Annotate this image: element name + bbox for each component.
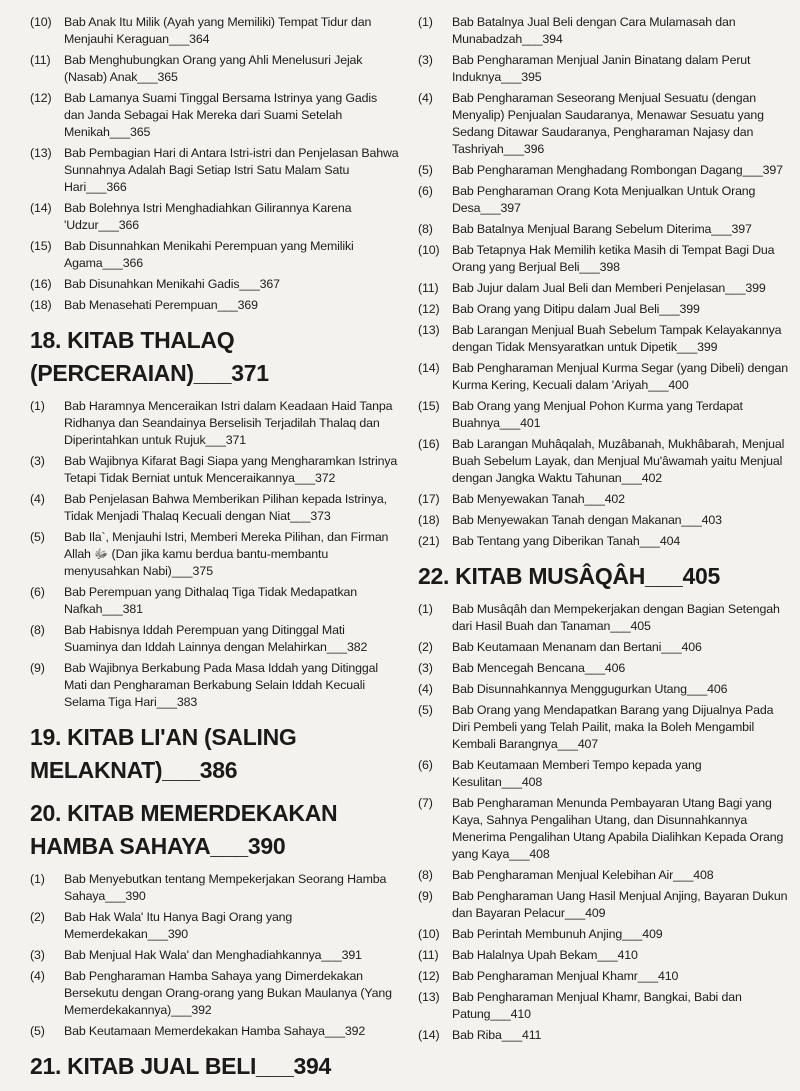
toc-entry bbox=[418, 926, 790, 943]
toc-entry bbox=[418, 360, 790, 394]
toc-entry bbox=[418, 221, 790, 238]
chapter-heading: 21. KITAB JUAL BELI___394 bbox=[30, 1053, 331, 1079]
toc-entry bbox=[30, 14, 400, 48]
right-column bbox=[418, 14, 790, 1048]
toc-entry bbox=[30, 398, 400, 449]
entry-title: Bab Pengharaman Menjual Khamr, Bangkai, Babi dan Patung___410 bbox=[452, 990, 742, 1021]
toc-entry bbox=[30, 90, 400, 141]
entry-number: (18) bbox=[418, 513, 440, 527]
toc-entry bbox=[30, 871, 400, 905]
entry-number: (16) bbox=[30, 277, 52, 291]
entry-number: (3) bbox=[30, 948, 45, 962]
entry-number: (13) bbox=[418, 323, 440, 337]
toc-entry bbox=[418, 702, 790, 753]
entry-title: Bab Ila`, Menjauhi Istri, Memberi Mereka Pilihan, dan Firman Allah ﷻ (Dan jika kamu berdua bantu-membantu menyusahkan Nabi)___375 bbox=[64, 530, 389, 578]
entry-number: (15) bbox=[30, 239, 52, 253]
entry-title: Bab Larangan Muhâqalah, Muzâbanah, Mukhâbarah, Menjual Buah Sebelum Layak, dan Menjual Mu'âwamah yaitu Menjual dengan Jangka Waktu Tahunan___402 bbox=[452, 437, 785, 485]
toc-entry bbox=[30, 584, 400, 618]
entry-title: Bab Wajibnya Kifarat Bagi Siapa yang Mengharamkan Istrinya Tetapi Tidak Berniat untuk Menceraikannya___372 bbox=[64, 454, 398, 485]
entry-number: (12) bbox=[418, 969, 440, 983]
left-column bbox=[30, 14, 400, 1091]
entry-title: Bab Menghubungkan Orang yang Ahli Menelusuri Jejak (Nasab) Anak___365 bbox=[64, 53, 363, 84]
toc-entry bbox=[418, 280, 790, 297]
entry-title: Bab Mencegah Bencana___406 bbox=[452, 661, 626, 675]
toc-entry bbox=[418, 660, 790, 677]
entry-title: Bab Pengharaman Menjual Janin Binatang dalam Perut Induknya___395 bbox=[452, 53, 751, 84]
toc-entry bbox=[30, 660, 400, 711]
entry-number: (10) bbox=[418, 927, 440, 941]
entry-title: Bab Disunnahkan Menikahi Perempuan yang Memiliki Agama___366 bbox=[64, 239, 354, 270]
toc-entry bbox=[30, 52, 400, 86]
entry-number: (11) bbox=[418, 281, 439, 295]
entry-title: Bab Bolehnya Istri Menghadiahkan Gilirannya Karena 'Udzur___366 bbox=[64, 201, 352, 232]
toc-entry bbox=[30, 491, 400, 525]
entry-number: (14) bbox=[30, 201, 52, 215]
entry-title: Bab Keutamaan Memerdekakan Hamba Sahaya___392 bbox=[64, 1024, 366, 1038]
entry-number: (12) bbox=[418, 302, 440, 316]
chapter-heading: 19. KITAB LI'AN (SALING MELAKNAT)___386 bbox=[30, 724, 297, 783]
entry-title: Bab Larangan Menjual Buah Sebelum Tampak Kelayakannya dengan Tidak Mensyaratkan untuk Dipetik___399 bbox=[452, 323, 782, 354]
chapter-heading: 22. KITAB MUSÂQÂH___405 bbox=[418, 563, 720, 589]
toc-entry bbox=[418, 795, 790, 863]
entry-number: (6) bbox=[418, 184, 433, 198]
entry-number: (14) bbox=[418, 361, 440, 375]
toc-entry bbox=[418, 757, 790, 791]
toc-entry bbox=[30, 968, 400, 1019]
entry-number: (8) bbox=[30, 623, 45, 637]
toc-entry bbox=[418, 90, 790, 158]
entry-number: (13) bbox=[30, 146, 52, 160]
entry-number: (10) bbox=[418, 243, 440, 257]
toc-entry bbox=[418, 601, 790, 635]
entry-title: Bab Penjelasan Bahwa Memberikan Pilihan kepada Istrinya, Tidak Menjadi Thalaq Kecuali dengan Niat___373 bbox=[64, 492, 387, 523]
entry-number: (21) bbox=[418, 534, 440, 548]
entry-title: Bab Menyebutkan tentang Mempekerjakan Seorang Hamba Sahaya___390 bbox=[64, 872, 387, 903]
entry-title: Bab Perempuan yang Dithalaq Tiga Tidak Medapatkan Nafkah___381 bbox=[64, 585, 357, 616]
entry-number: (18) bbox=[30, 298, 52, 312]
toc-entry bbox=[30, 238, 400, 272]
toc-entry bbox=[418, 533, 790, 550]
entry-number: (8) bbox=[418, 222, 433, 236]
entry-number: (6) bbox=[30, 585, 45, 599]
entry-number: (9) bbox=[30, 661, 45, 675]
toc-entry bbox=[30, 200, 400, 234]
toc-entry bbox=[30, 947, 400, 964]
entry-title: Bab Pengharaman Menjual Khamr___410 bbox=[452, 969, 679, 983]
entry-number: (6) bbox=[418, 758, 433, 772]
entry-title: Bab Orang yang Menjual Pohon Kurma yang Terdapat Buahnya___401 bbox=[452, 399, 743, 430]
entry-number: (5) bbox=[418, 163, 433, 177]
toc-entry bbox=[418, 242, 790, 276]
toc-entry bbox=[418, 867, 790, 884]
toc-entry bbox=[418, 183, 790, 217]
toc-entry bbox=[418, 52, 790, 86]
entry-title: Bab Lamanya Suami Tinggal Bersama Istrinya yang Gadis dan Janda Sebagai Hak Mereka dari Suami Setelah Menikah___365 bbox=[64, 91, 377, 139]
entry-title: Bab Pembagian Hari di Antara Istri-istri dan Penjelasan Bahwa Sunnahnya Adalah Bagi Setiap Istri Satu Malam Satu Hari___366 bbox=[64, 146, 399, 194]
entry-title: Bab Hak Wala' Itu Hanya Bagi Orang yang Memerdekakan___390 bbox=[64, 910, 293, 941]
entry-title: Bab Musâqâh dan Mempekerjakan dengan Bagian Setengah dari Hasil Buah dan Tanaman___405 bbox=[452, 602, 780, 633]
entry-number: (2) bbox=[418, 640, 433, 654]
toc-entry bbox=[418, 639, 790, 656]
toc-entry bbox=[418, 968, 790, 985]
entry-title: Bab Keutamaan Menanam dan Bertani___406 bbox=[452, 640, 702, 654]
entry-title: Bab Orang yang Mendapatkan Barang yang Dijualnya Pada Diri Pembeli yang Telah Pailit, maka Ia Boleh Mengambil Kembali Barangnya___407 bbox=[452, 703, 774, 751]
entry-title: Bab Pengharaman Seseorang Menjual Sesuatu (dengan Menyalip) Penjualan Saudaranya, Menawar Sesuatu yang Sedang Ditawar Saudaranya, Pengharaman Najasy dan Tashriyah___396 bbox=[452, 91, 764, 156]
entry-number: (1) bbox=[418, 602, 433, 616]
toc-entry bbox=[418, 947, 790, 964]
entry-title: Bab Pengharaman Menjual Kelebihan Air___408 bbox=[452, 868, 714, 882]
entry-title: Bab Batalnya Menjual Barang Sebelum Diterima___397 bbox=[452, 222, 752, 236]
toc-entry bbox=[30, 145, 400, 196]
entry-title: Bab Tentang yang Diberikan Tanah___404 bbox=[452, 534, 681, 548]
entry-title: Bab Pengharaman Menghadang Rombongan Dagang___397 bbox=[452, 163, 783, 177]
entry-number: (13) bbox=[418, 990, 440, 1004]
entry-number: (15) bbox=[418, 399, 440, 413]
entry-title: Bab Menasehati Perempuan___369 bbox=[64, 298, 258, 312]
entry-number: (17) bbox=[418, 492, 440, 506]
entry-title: Bab Menjual Hak Wala' dan Menghadiahkannya___391 bbox=[64, 948, 362, 962]
entry-title: Bab Menyewakan Tanah dengan Makanan___403 bbox=[452, 513, 722, 527]
toc-entry bbox=[30, 1023, 400, 1040]
entry-title: Bab Keutamaan Memberi Tempo kepada yang Kesulitan___408 bbox=[452, 758, 702, 789]
entry-title: Bab Riba___411 bbox=[452, 1028, 542, 1042]
entry-title: Bab Halalnya Upah Bekam___410 bbox=[452, 948, 638, 962]
entry-number: (5) bbox=[418, 703, 433, 717]
entry-title: Bab Perintah Membunuh Anjing___409 bbox=[452, 927, 663, 941]
toc-entry bbox=[30, 453, 400, 487]
entry-title: Bab Wajibnya Berkabung Pada Masa Iddah yang Ditinggal Mati dan Pengharaman Berkabung Selain Iddah Kecuali Selama Tiga Hari___383 bbox=[64, 661, 378, 709]
entry-title: Bab Menyewakan Tanah___402 bbox=[452, 492, 625, 506]
toc-entry bbox=[30, 909, 400, 943]
entry-title: Bab Pengharaman Menjual Kurma Segar (yang Dibeli) dengan Kurma Kering, Kecuali dalam 'Ariyah___400 bbox=[452, 361, 788, 392]
entry-number: (7) bbox=[418, 796, 433, 810]
entry-title: Bab Haramnya Menceraikan Istri dalam Keadaan Haid Tanpa Ridhanya dan Seandainya Berselisih Terjadilah Thalaq dan Diperintahkan untuk Rujuk___371 bbox=[64, 399, 393, 447]
entry-number: (8) bbox=[418, 868, 433, 882]
entry-title: Bab Disunahkan Menikahi Gadis___367 bbox=[64, 277, 280, 291]
entry-number: (1) bbox=[30, 399, 45, 413]
chapter-heading: 18. KITAB THALAQ (PERCERAIAN)___371 bbox=[30, 327, 269, 386]
toc-entry bbox=[418, 14, 790, 48]
entry-number: (4) bbox=[418, 91, 433, 105]
toc-entry bbox=[418, 989, 790, 1023]
toc-entry bbox=[30, 622, 400, 656]
toc-entry bbox=[418, 398, 790, 432]
entry-title: Bab Tetapnya Hak Memilih ketika Masih di Tempat Bagi Dua Orang yang Berjual Beli___398 bbox=[452, 243, 775, 274]
toc-entry bbox=[418, 301, 790, 318]
entry-title: Bab Disunnahkannya Menggugurkan Utang___406 bbox=[452, 682, 728, 696]
entry-number: (1) bbox=[418, 15, 433, 29]
entry-title: Bab Batalnya Jual Beli dengan Cara Mulamasah dan Munabadzah___394 bbox=[452, 15, 736, 46]
entry-title: Bab Pengharaman Menunda Pembayaran Utang Bagi yang Kaya, Sahnya Pengalihan Utang, dan Disunnahkannya Menerima Pengalihan Utang Apabila Dialihkan Kepada Orang yang Kaya___408 bbox=[452, 796, 784, 861]
entry-number: (9) bbox=[418, 889, 433, 903]
toc-entry bbox=[418, 888, 790, 922]
entry-number: (10) bbox=[30, 15, 52, 29]
entry-number: (3) bbox=[418, 661, 433, 675]
entry-number: (1) bbox=[30, 872, 45, 886]
toc-entry bbox=[418, 1027, 790, 1044]
entry-number: (4) bbox=[30, 492, 45, 506]
toc-entry bbox=[418, 491, 790, 508]
entry-number: (3) bbox=[30, 454, 45, 468]
entry-title: Bab Pengharaman Orang Kota Menjualkan Untuk Orang Desa___397 bbox=[452, 184, 756, 215]
entry-number: (4) bbox=[418, 682, 433, 696]
chapter-heading: 20. KITAB MEMERDEKAKAN HAMBA SAHAYA___390 bbox=[30, 800, 338, 859]
toc-entry bbox=[418, 162, 790, 179]
entry-number: (2) bbox=[30, 910, 45, 924]
toc-entry bbox=[418, 512, 790, 529]
entry-title: Bab Orang yang Ditipu dalam Jual Beli___399 bbox=[452, 302, 700, 316]
entry-number: (3) bbox=[418, 53, 433, 67]
toc-entry bbox=[418, 681, 790, 698]
entry-number: (12) bbox=[30, 91, 52, 105]
entry-number: (14) bbox=[418, 1028, 440, 1042]
entry-title: Bab Jujur dalam Jual Beli dan Memberi Penjelasan___399 bbox=[452, 281, 766, 295]
entry-number: (5) bbox=[30, 1024, 45, 1038]
entry-number: (5) bbox=[30, 530, 45, 544]
toc-entry bbox=[30, 276, 400, 293]
toc-entry bbox=[30, 529, 400, 580]
entry-title: Bab Pengharaman Hamba Sahaya yang Dimerdekakan Bersekutu dengan Orang-orang yang Bukan Maulanya (Yang Memerdekakannya)___392 bbox=[64, 969, 392, 1017]
entry-title: Bab Pengharaman Uang Hasil Menjual Anjing, Bayaran Dukun dan Bayaran Pelacur___409 bbox=[452, 889, 788, 920]
entry-number: (4) bbox=[30, 969, 45, 983]
entry-title: Bab Anak Itu Milik (Ayah yang Memiliki) Tempat Tidur dan Menjauhi Keraguan___364 bbox=[64, 15, 372, 46]
entry-title: Bab Habisnya Iddah Perempuan yang Ditinggal Mati Suaminya dan Iddah Lainnya dengan Melahirkan___382 bbox=[64, 623, 368, 654]
entry-number: (16) bbox=[418, 437, 440, 451]
toc-entry bbox=[418, 322, 790, 356]
toc-entry bbox=[30, 297, 400, 314]
entry-number: (11) bbox=[30, 53, 51, 67]
entry-number: (11) bbox=[418, 948, 439, 962]
toc-entry bbox=[418, 436, 790, 487]
